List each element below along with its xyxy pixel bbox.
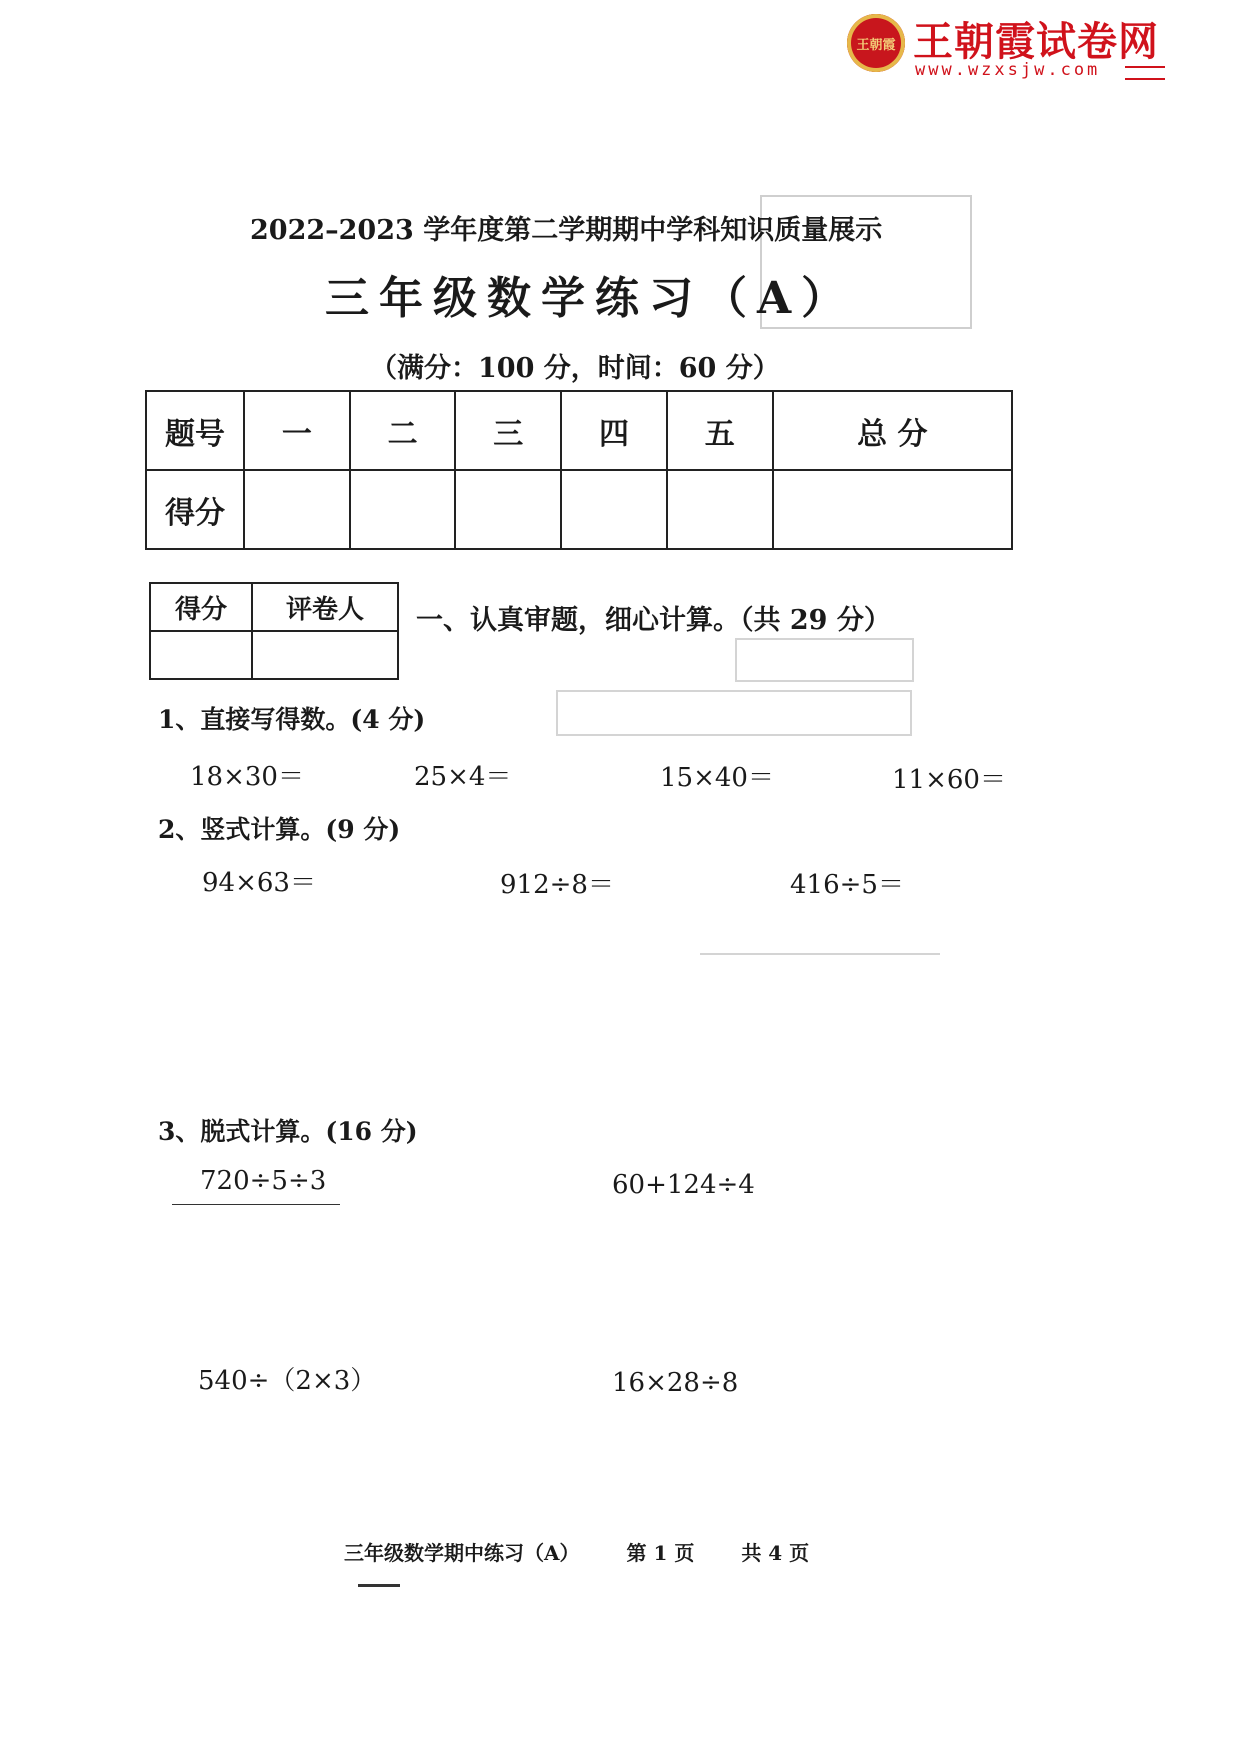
footer-page-number: 第 1 页 bbox=[626, 1541, 695, 1565]
score-table bbox=[145, 390, 1013, 550]
score-cell[interactable] bbox=[773, 470, 1012, 549]
score-table-score-row bbox=[146, 470, 1012, 549]
grader-score-label: 得分 bbox=[150, 583, 252, 631]
question-item: 720÷5÷3 bbox=[200, 1166, 327, 1196]
question-heading: 2、竖式计算。(9 分) bbox=[158, 815, 401, 844]
grader-name-cell[interactable] bbox=[252, 631, 398, 679]
logo-decoration bbox=[1125, 66, 1165, 80]
score-cell[interactable] bbox=[455, 470, 561, 549]
score-cell[interactable] bbox=[350, 470, 456, 549]
show-through-box bbox=[556, 690, 912, 736]
section-title: 一、认真审题，细心计算。（共 29 分） bbox=[416, 605, 891, 636]
score-table-header-cell: 三 bbox=[455, 391, 561, 470]
exam-title: 三年级数学练习（A） bbox=[325, 273, 856, 324]
answer-line bbox=[172, 1204, 340, 1205]
score-cell[interactable] bbox=[561, 470, 667, 549]
question-item: 912÷8＝ bbox=[500, 870, 614, 900]
grader-score-cell[interactable] bbox=[150, 631, 252, 679]
logo-name: 王朝霞试卷网 bbox=[913, 19, 1159, 65]
question-item: 11×60＝ bbox=[892, 765, 1006, 795]
score-table-header-cell: 二 bbox=[350, 391, 456, 470]
question-heading: 3、脱式计算。(16 分) bbox=[158, 1117, 418, 1146]
score-table-header-cell: 五 bbox=[667, 391, 773, 470]
grader-label: 评卷人 bbox=[252, 583, 398, 631]
footer-doc-name: 三年级数学期中练习（A） bbox=[344, 1541, 580, 1565]
question-item: 15×40＝ bbox=[660, 763, 774, 793]
score-cell[interactable] bbox=[244, 470, 350, 549]
exam-meta: （满分：100 分，时间：60 分） bbox=[370, 353, 780, 384]
question-item: 60+124÷4 bbox=[612, 1170, 755, 1200]
page-footer bbox=[344, 1537, 849, 1566]
footer-page-total: 共 4 页 bbox=[741, 1541, 810, 1565]
score-table-header-cell: 一 bbox=[244, 391, 350, 470]
question-item: 416÷5＝ bbox=[790, 870, 904, 900]
footer-dash bbox=[358, 1584, 400, 1587]
score-table-header-cell: 四 bbox=[561, 391, 667, 470]
question-item: 16×28÷8 bbox=[612, 1368, 739, 1398]
score-table-header-cell: 题号 bbox=[146, 391, 244, 470]
show-through-box bbox=[735, 638, 914, 682]
site-logo bbox=[847, 10, 1167, 80]
score-cell[interactable] bbox=[667, 470, 773, 549]
logo-url: www.wzxsjw.com bbox=[915, 60, 1101, 80]
question-item: 540÷（2×3） bbox=[198, 1366, 377, 1396]
score-table-header-row bbox=[146, 391, 1012, 470]
question-heading: 1、直接写得数。(4 分) bbox=[158, 705, 426, 734]
show-through-line bbox=[700, 953, 940, 955]
score-table-header-cell: 总 分 bbox=[773, 391, 1012, 470]
exam-subtitle: 2022–2023 学年度第二学期期中学科知识质量展示 bbox=[250, 215, 883, 246]
question-item: 94×63＝ bbox=[202, 868, 316, 898]
question-item: 25×4＝ bbox=[414, 762, 512, 792]
grader-table bbox=[149, 582, 399, 680]
seal-icon: 王朝霞 bbox=[847, 14, 905, 72]
question-item: 18×30＝ bbox=[190, 762, 304, 792]
score-table-row-label: 得分 bbox=[146, 470, 244, 549]
